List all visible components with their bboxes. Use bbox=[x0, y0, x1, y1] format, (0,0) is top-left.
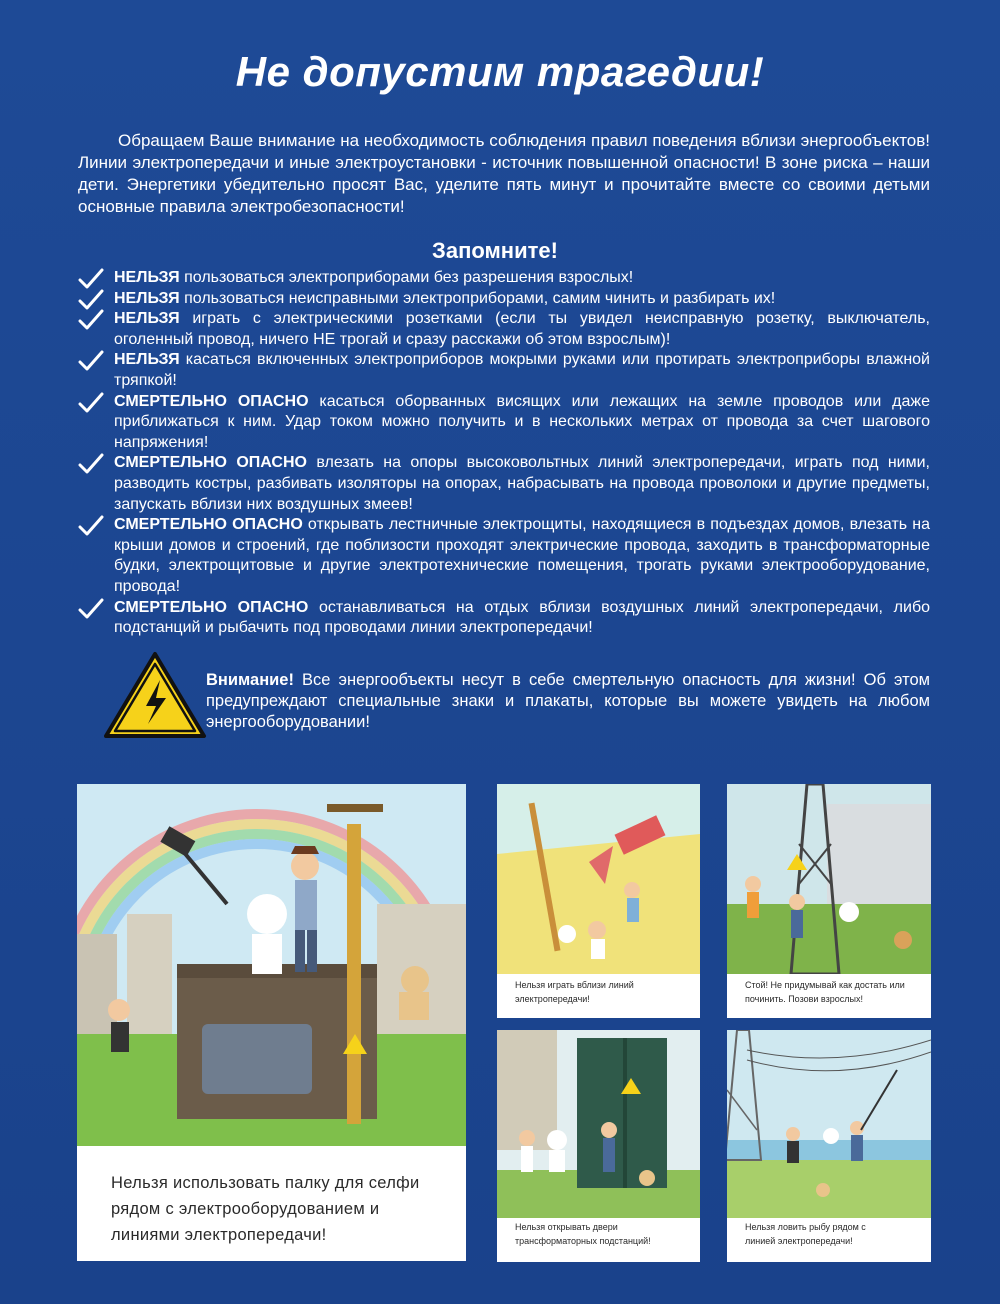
remember-heading: Запомните! bbox=[432, 238, 558, 263]
rule-lead: СМЕРТЕЛЬНО ОПАСНО bbox=[114, 516, 303, 534]
illustration-card-tower bbox=[727, 784, 931, 1018]
checkmark-icon bbox=[78, 268, 104, 290]
rule-item bbox=[78, 309, 930, 350]
illustration-card-fishing bbox=[727, 1030, 931, 1262]
rule-item bbox=[78, 515, 930, 597]
caption-box bbox=[497, 974, 700, 1018]
rule-lead: НЕЛЬЗЯ bbox=[114, 269, 180, 286]
fishing-illustration bbox=[727, 1030, 931, 1218]
card-caption: Нельзя ловить рыбу рядом с линией электропередачи! bbox=[745, 1222, 866, 1246]
checkmark-icon bbox=[78, 598, 104, 620]
rule-text: играть с электрическими розетками (если ты увидел неисправную розетку, выключатель, оголенный провод, ничего НЕ трогай и сразу расскажи об этом взрослым)! bbox=[114, 310, 930, 348]
checkmark-icon bbox=[78, 392, 104, 414]
rule-item bbox=[78, 453, 930, 515]
warning-body: Все энергообъекты несут в себе смертельную опасность для жизни! Об этом предупреждают специальные знаки и плакаты, которые вы можете увидеть на любом энергооборудовании! bbox=[206, 671, 930, 731]
caption-box bbox=[727, 974, 931, 1018]
illustration-card-kite bbox=[497, 784, 700, 1018]
rule-lead: НЕЛЬЗЯ bbox=[114, 351, 180, 369]
rule-text: касаться оборванных висящих или лежащих на земле проводов или даже приближаться к ним. Удар током можно получить и в нескольких метрах от провода за счет шагового напряжения! bbox=[114, 392, 930, 451]
substation-illustration bbox=[497, 1030, 700, 1218]
intro-paragraph: Обращаем Ваше внимание на необходимость соблюдения правил поведения вблизи энергообъектов! Линии электропередачи и иные электроустановки - источник повышенной опасности! В зоне риска – наши дети. Энергетики убедительно просят Вас, уделите пять минут и прочитайте вместе со своими детьми основные правила электробезопасности! bbox=[78, 131, 930, 216]
rule-lead: СМЕРТЕЛЬНО ОПАСНО bbox=[114, 454, 307, 472]
card-caption: Нельзя использовать палку для селфи рядом с электрооборудованием и линиями электропередачи! bbox=[111, 1174, 420, 1244]
rule-text: касаться включенных электроприборов мокрыми руками или протирать электроприборы влажной тряпкой! bbox=[114, 351, 930, 389]
caption-box bbox=[727, 1218, 931, 1262]
tower-illustration bbox=[727, 784, 931, 974]
rule-lead: НЕЛЬЗЯ bbox=[114, 310, 180, 328]
checkmark-icon bbox=[78, 289, 104, 311]
rule-item bbox=[78, 289, 930, 310]
card-caption: Стой! Не придумывай как достать или починить. Позови взрослых! bbox=[745, 980, 905, 1004]
high-voltage-warning-icon bbox=[100, 648, 210, 744]
warning-block bbox=[100, 648, 930, 748]
caption-box bbox=[497, 1218, 700, 1262]
rule-lead: НЕЛЬЗЯ bbox=[114, 289, 180, 307]
checkmark-icon bbox=[78, 350, 104, 372]
rule-lead: СМЕРТЕЛЬНО ОПАСНО bbox=[114, 598, 309, 616]
rule-text: останавливаться на отдых вблизи воздушных линий электропередачи, либо подстанций и рыбачить под проводами линии электропередачи! bbox=[114, 598, 931, 637]
checkmark-icon bbox=[78, 309, 104, 331]
card-caption: Нельзя открывать двери трансформаторных подстанций! bbox=[515, 1222, 651, 1246]
rule-item bbox=[78, 268, 930, 289]
card-caption: Нельзя играть вблизи линий электропередачи! bbox=[515, 980, 634, 1004]
rule-lead: СМЕРТЕЛЬНО ОПАСНО bbox=[114, 392, 309, 410]
rule-text: открывать лестничные электрощиты, находящиеся в подъездах домов, влезать на крыши домов и строений, где поблизости проходят электрические провода, заходить в трансформаторные будки, электрощитовые и другие электротехнические помещения, трогать руками электрооборудование, провода! bbox=[114, 516, 930, 595]
warning-lead: Внимание! bbox=[206, 671, 294, 689]
illustration-card-selfie bbox=[77, 784, 466, 1261]
rule-text: влезать на опоры высоковольтных линий электропередачи, играть под ними, разводить костры, разбивать изоляторы на опорах, набрасывать на провода проволоки и другие предметы, запускать вблизи них воздушных змеев! bbox=[114, 454, 931, 513]
rules-list bbox=[78, 268, 930, 639]
illustration-card-substation bbox=[497, 1030, 700, 1262]
checkmark-icon bbox=[78, 453, 104, 475]
rule-text: пользоваться электроприборами без разрешения взрослых! bbox=[179, 269, 634, 286]
kite-illustration bbox=[497, 784, 700, 974]
selfie-illustration bbox=[77, 784, 466, 1146]
rule-item bbox=[78, 598, 930, 639]
rule-item bbox=[78, 392, 930, 454]
warning-text bbox=[206, 670, 930, 733]
rule-text: пользоваться неисправными электроприборами, самим чинить и разбирать их! bbox=[179, 289, 776, 307]
caption-box bbox=[77, 1146, 466, 1261]
checkmark-icon bbox=[78, 515, 104, 537]
page-title: Не допустим трагедии! bbox=[235, 48, 765, 95]
rule-item bbox=[78, 350, 930, 391]
